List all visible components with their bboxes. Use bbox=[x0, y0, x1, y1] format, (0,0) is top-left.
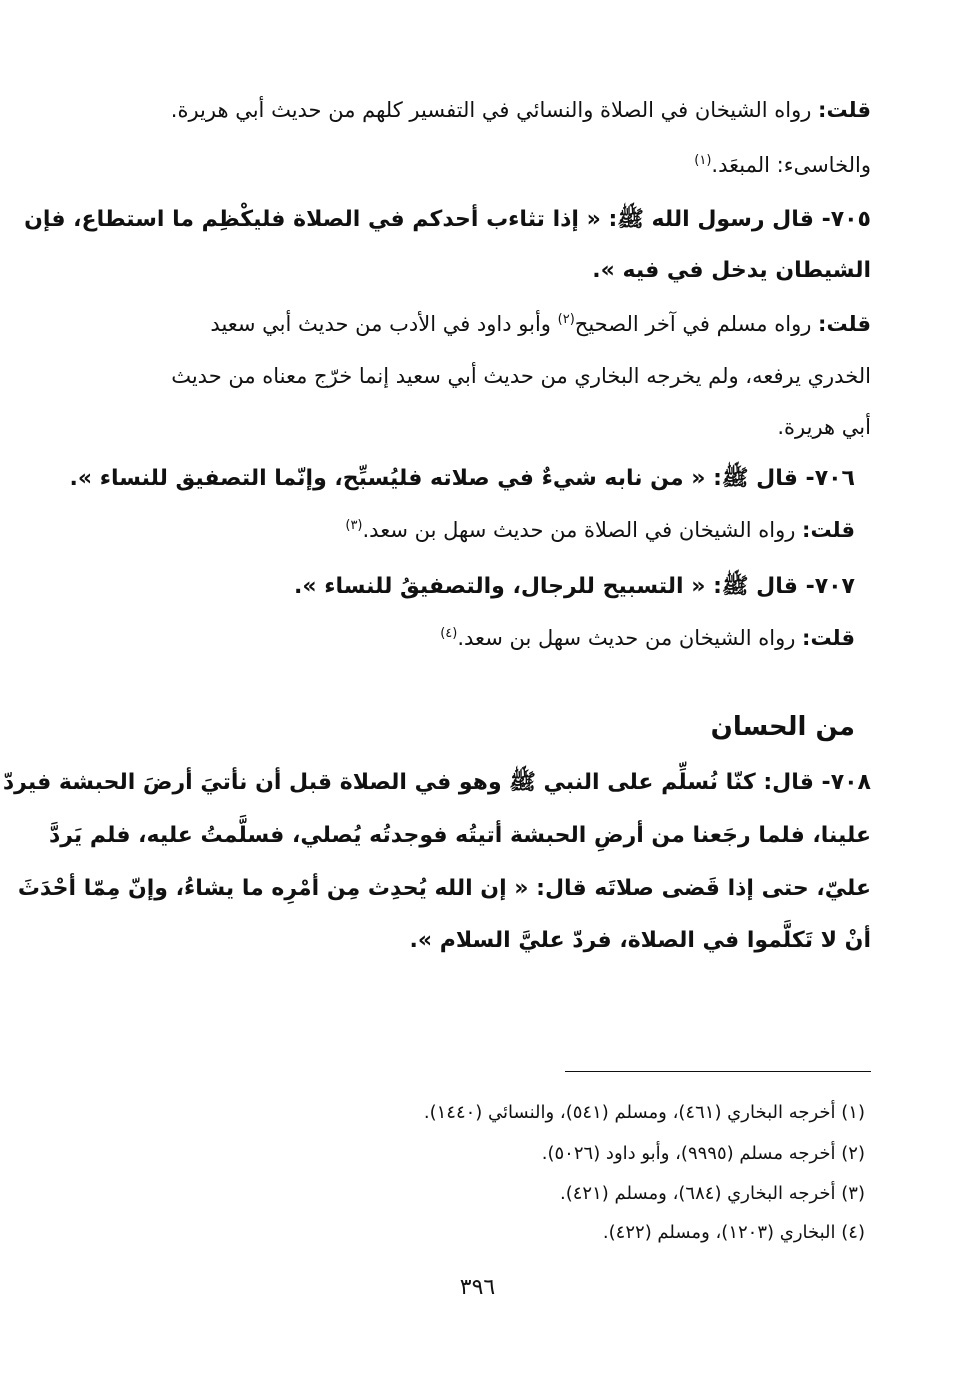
note-keyword: قلت: bbox=[818, 312, 871, 336]
footnote: (١) أخرجه البخاري (٤٦١)، ومسلم (٥٤١)، والنسائي (١٤٤٠). bbox=[423, 1102, 865, 1123]
note-line bbox=[694, 153, 871, 177]
hadith-line: ٧٠٦- قال ﷺ: « من نابه شيءٌ في صلاته فليُسبِّح، وإنّما التصفيق للنساء ». bbox=[69, 466, 855, 491]
note-line bbox=[345, 518, 855, 542]
note-line: أبي هريرة. bbox=[777, 415, 871, 439]
page-number: ٣٩٦ bbox=[459, 1275, 496, 1300]
note-text: رواه الشيخان في الصلاة والنسائي في التفسير كلهم من حديث أبي هريرة. bbox=[170, 98, 812, 122]
hadith-line: ٧٠٧- قال ﷺ: « التسبيح للرجال، والتصفيقُ للنساء ». bbox=[294, 574, 855, 599]
footnote: (٤) البخاري (١٢٠٣)، ومسلم (٤٢٢). bbox=[602, 1222, 865, 1243]
hadith-line: ٧٠٨- قال: كنّا نُسلِّم على النبي ﷺ وهو في الصلاة قبل أن نأتيَ أرضَ الحبشة فيردّ bbox=[2, 770, 871, 795]
footnote-ref: (٤) bbox=[440, 626, 458, 641]
note-keyword: قلت: bbox=[802, 518, 855, 542]
note-line bbox=[440, 626, 855, 650]
hadith-line: ٧٠٥- قال رسول الله ﷺ: « إذا تثاءب أحدكم في الصلاة فليكْظِم ما استطاع، فإن bbox=[24, 207, 871, 232]
note-text: رواه الشيخان في الصلاة من حديث سهل بن سعد. bbox=[362, 518, 796, 542]
note-keyword: قلت: bbox=[818, 98, 871, 122]
note-keyword: قلت: bbox=[802, 626, 855, 650]
section-heading: من الحسان bbox=[710, 712, 855, 742]
footnote-ref: (٣) bbox=[345, 518, 363, 533]
hadith-line: عليّ، حتى إذا قَضى صلاتَه قال: « إن الله يُحدِث مِن أمْرِه ما يشاءُ، وإنّ مِمّا أحْدَثَ bbox=[17, 876, 871, 901]
footnote: (٢) أخرجه مسلم (٩٩٩٥)، وأبو داود (٥٠٢٦). bbox=[541, 1143, 865, 1164]
footnote-divider bbox=[565, 1071, 871, 1072]
hadith-line: الشيطان يدخل في فيه ». bbox=[592, 258, 871, 283]
note-text: رواه مسلم في آخر الصحيح bbox=[574, 312, 812, 336]
footnote-ref: (١) bbox=[694, 153, 712, 168]
note-text: رواه الشيخان من حديث سهل بن سعد. bbox=[457, 626, 796, 650]
note-text: وأبو داود في الأدب من حديث أبي سعيد bbox=[210, 312, 551, 336]
footnote: (٣) أخرجه البخاري (٦٨٤)، ومسلم (٤٢١). bbox=[560, 1183, 865, 1204]
note-text: والخاسىء: المبعَد. bbox=[711, 153, 871, 177]
hadith-line: علينا، فلما رجَعنا من أرضِ الحبشة أتيتُه فوجدتُه يُصلي، فسلَّمتُ عليه، فلم يَردَّ bbox=[48, 823, 871, 848]
note-line: الخدري يرفعه، ولم يخرجه البخاري من حديث أبي سعيد إنما خرّج معناه من حديث bbox=[171, 364, 871, 388]
hadith-line: أنْ لا تَكلَّموا في الصلاة، فردّ عليَّ السلام ». bbox=[409, 928, 871, 953]
footnote-ref: (٢) bbox=[557, 312, 575, 327]
note-line bbox=[171, 98, 871, 122]
note-line bbox=[210, 312, 871, 336]
